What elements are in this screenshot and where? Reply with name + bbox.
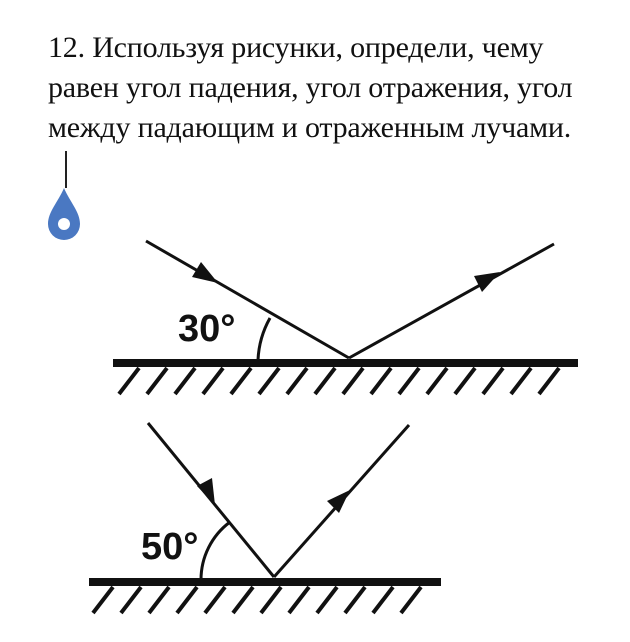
mirror-hatching <box>119 368 559 394</box>
incident-ray-arrow <box>197 478 215 505</box>
reflected-ray <box>349 244 554 358</box>
reflected-ray-arrow <box>474 272 500 292</box>
incident-ray <box>146 241 349 358</box>
figure-1 <box>113 241 578 394</box>
reflected-ray-arrow <box>327 490 350 513</box>
figure-2 <box>89 423 441 613</box>
angle-arc <box>258 318 270 360</box>
angle-label: 30° <box>178 308 236 350</box>
angle-arc <box>201 522 230 580</box>
angle-label: 50° <box>141 526 199 568</box>
incident-ray-arrow <box>192 262 218 283</box>
mirror-hatching <box>93 587 421 613</box>
task-text: 12. Используя рисунки, определи, чему равен угол падения, угол отражения, угол между падающим и отраженным лучами. <box>48 31 573 144</box>
